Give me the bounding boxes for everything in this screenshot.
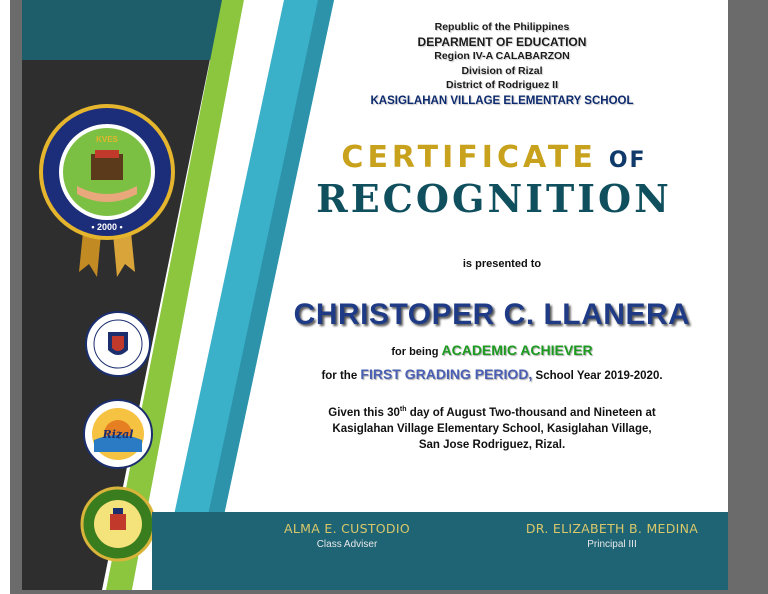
svg-text:Rizal: Rizal	[102, 428, 134, 441]
school-line: KASIGLAHAN VILLAGE ELEMENTARY SCHOOL	[370, 94, 634, 107]
given-line-2: Kasiglahan Village Elementary School, Kasiglahan Village,	[332, 422, 652, 435]
region-line: Region IV-A CALABARZON	[434, 50, 570, 62]
adviser-name: ALMA E. CUSTODIO	[284, 521, 410, 536]
given-post: day of August Two-thousand and Nineteen at	[409, 406, 656, 419]
period-prefix: for the	[321, 370, 358, 382]
award-title: ACADEMIC ACHIEVER	[441, 342, 593, 358]
rizal-seal	[84, 400, 152, 468]
district-seal	[82, 488, 154, 560]
division-line: Division of Rizal	[461, 64, 543, 77]
period-suffix: School Year 2019-2020.	[535, 370, 663, 382]
period-name: FIRST GRADING PERIOD,	[360, 366, 533, 382]
award-line	[252, 342, 728, 358]
presented-to: is presented to	[462, 258, 542, 270]
given-sup: th	[399, 406, 407, 413]
recipient-name: CHRISTOPER C. LLANERA	[293, 298, 691, 331]
given-line-3: San Jose Rodriguez, Rizal.	[418, 438, 566, 451]
signatory-principal	[492, 521, 728, 550]
adviser-role: Class Adviser	[316, 539, 378, 550]
svg-text:KVES: KVES	[96, 135, 118, 144]
given-pre: Given this 30	[328, 406, 400, 419]
department-line: DEPARMENT OF EDUCATION	[417, 34, 587, 49]
principal-role: Principal III	[587, 539, 637, 550]
given-line-1	[272, 402, 712, 421]
given-paragraph	[272, 402, 712, 453]
republic-line: Republic of the Philippines	[434, 21, 570, 33]
principal-name: DR. ELIZABETH B. MEDINA	[525, 521, 699, 536]
certificate	[22, 0, 728, 590]
title-recognition: RECOGNITION	[316, 176, 672, 221]
deped-seal	[86, 312, 150, 376]
title-certificate-row	[304, 140, 684, 175]
title-certificate: CERTIFICATE	[341, 140, 597, 175]
award-prefix: for being	[391, 346, 439, 358]
dark-panel-top	[22, 0, 232, 60]
header	[322, 20, 682, 108]
signatory-adviser	[272, 521, 422, 550]
title-of: OF	[608, 148, 647, 173]
svg-text:• 2000 •: • 2000 •	[91, 222, 123, 232]
district-line: District of Rodriguez II	[445, 79, 558, 91]
period-line	[252, 366, 728, 382]
